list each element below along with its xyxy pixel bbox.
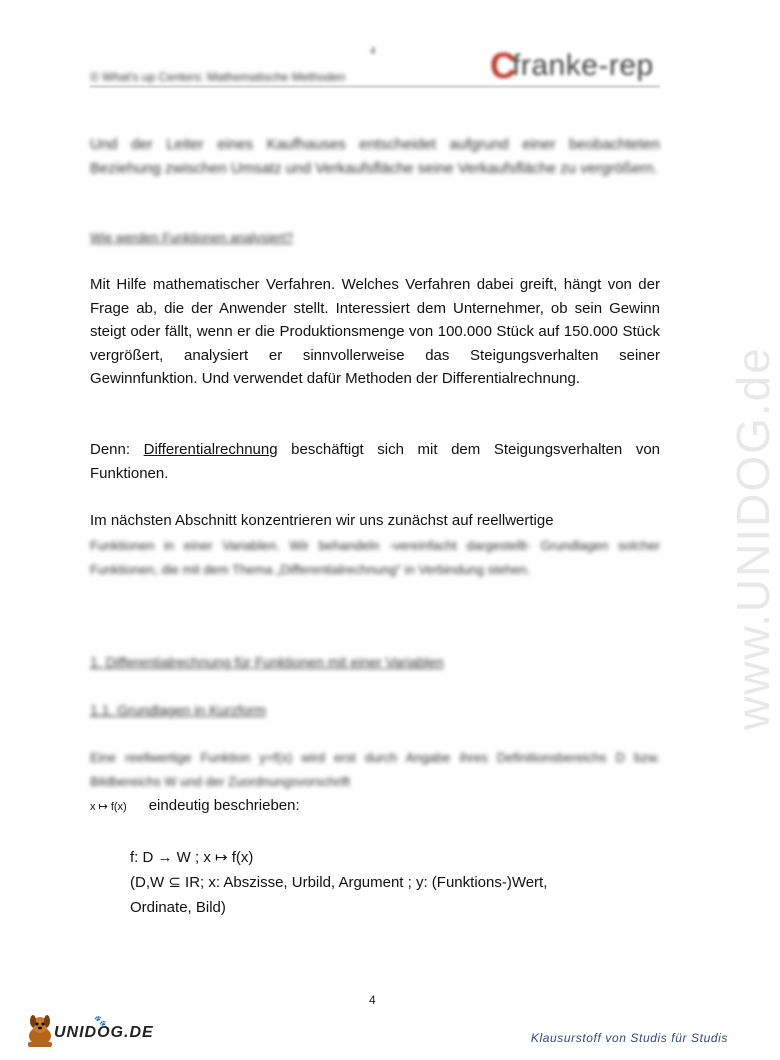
- paragraph-function-def: [90, 746, 660, 793]
- paragraph-intro: [90, 133, 660, 180]
- formula-block: [130, 845, 547, 920]
- mapping-text: eindeutig beschrieben:: [148, 797, 300, 814]
- watermark: [670, 280, 779, 740]
- logo-text: franke-rep: [512, 49, 654, 82]
- paragraph-function-def-text: Eine reellwertige Funktion y=f(x) wird erst durch Angabe ihres Definitionsbereichs D bzw. Bildbereichs W und der Zuordnungsvorschrift: [90, 750, 660, 789]
- paragraph-methods-text: Mit Hilfe mathematischer Verfahren. Welches Verfahren dabei greift, hängt von der Frage ab, die der Anwender stellt. Interessiert dem Unternehmer, ob sein Gewinn steigt oder fällt, wenn er die Produktionsmenge von 100.000 Stück auf 150.000 Stück vergrößert, analysiert er sinnvollerweise das Steigungsverhalten seiner Gewinnfunktion. Und verwendet dafür Methoden der Differentialrechnung.: [90, 276, 660, 387]
- unidog-text: UNIDOG.DE: [54, 1024, 154, 1041]
- franke-rep-logo: [490, 46, 665, 86]
- mapping-line: [90, 797, 300, 814]
- formula-line-2: (D,W ⊆ IR; x: Abszisse, Urbild, Argument ; y: (Funktions-)Wert,: [130, 874, 548, 891]
- paragraph-definition: [90, 438, 660, 485]
- term-differentialrechnung: Differentialrechnung: [143, 441, 278, 458]
- footer-tagline: Klausurstoff von Studis für Studis: [530, 1031, 728, 1045]
- header-page-mark: 4: [370, 46, 376, 57]
- formula-line-3: Ordinate, Bild): [130, 899, 226, 916]
- paragraph-next-section-rest: [90, 534, 660, 581]
- paragraph-definition-suffix: beschäftigt sich mit dem Steigungsverhalten von Funktionen.: [90, 441, 660, 482]
- page-number: 4: [369, 993, 376, 1007]
- section-heading-1: 1. Differentialrechnung für Funktionen mit einer Variablen: [90, 654, 444, 670]
- mapping-notation: x ↦ f(x): [90, 801, 127, 813]
- paragraph-definition-prefix: Denn:: [90, 441, 144, 458]
- paragraph-next-section-first: Im nächsten Abschnitt konzentrieren wir uns zunächst auf reellwertige: [90, 512, 554, 529]
- paw-icon: 🐾: [94, 1016, 107, 1027]
- unidog-logo: [22, 1014, 162, 1050]
- formula-line-1: f: D → W ; x ↦ f(x): [130, 849, 254, 866]
- paragraph-definition-text: [90, 438, 660, 485]
- logo-c-mark: C: [490, 45, 516, 86]
- watermark-text: www.UNIDOG.de: [727, 346, 779, 730]
- paragraph-next-section: [90, 509, 660, 533]
- dog-mascot-icon: [24, 1014, 56, 1048]
- section-heading-1-1: 1.1. Grundlagen in Kurzform: [90, 702, 266, 718]
- header-rule: [90, 86, 660, 87]
- header-title: © What's up Centers: Mathematische Methoden: [90, 70, 346, 84]
- paragraph-next-section-rest-text: Funktionen in einer Variablen. Wir behandeln -vereinfacht dargestellt- Grundlagen solcher Funktionen, die mit dem Thema „Differentialrechnung“ in Verbindung stehen.: [90, 538, 660, 577]
- paragraph-methods: [90, 273, 660, 391]
- question-heading: Wie werden Funktionen analysiert?: [90, 230, 294, 245]
- paragraph-intro-text: Und der Leiter eines Kaufhauses entscheidet aufgrund einer beobachteten Beziehung zwischen Umsatz und Verkaufsfläche seine Verkaufsfläche zu vergrößern.: [90, 136, 660, 177]
